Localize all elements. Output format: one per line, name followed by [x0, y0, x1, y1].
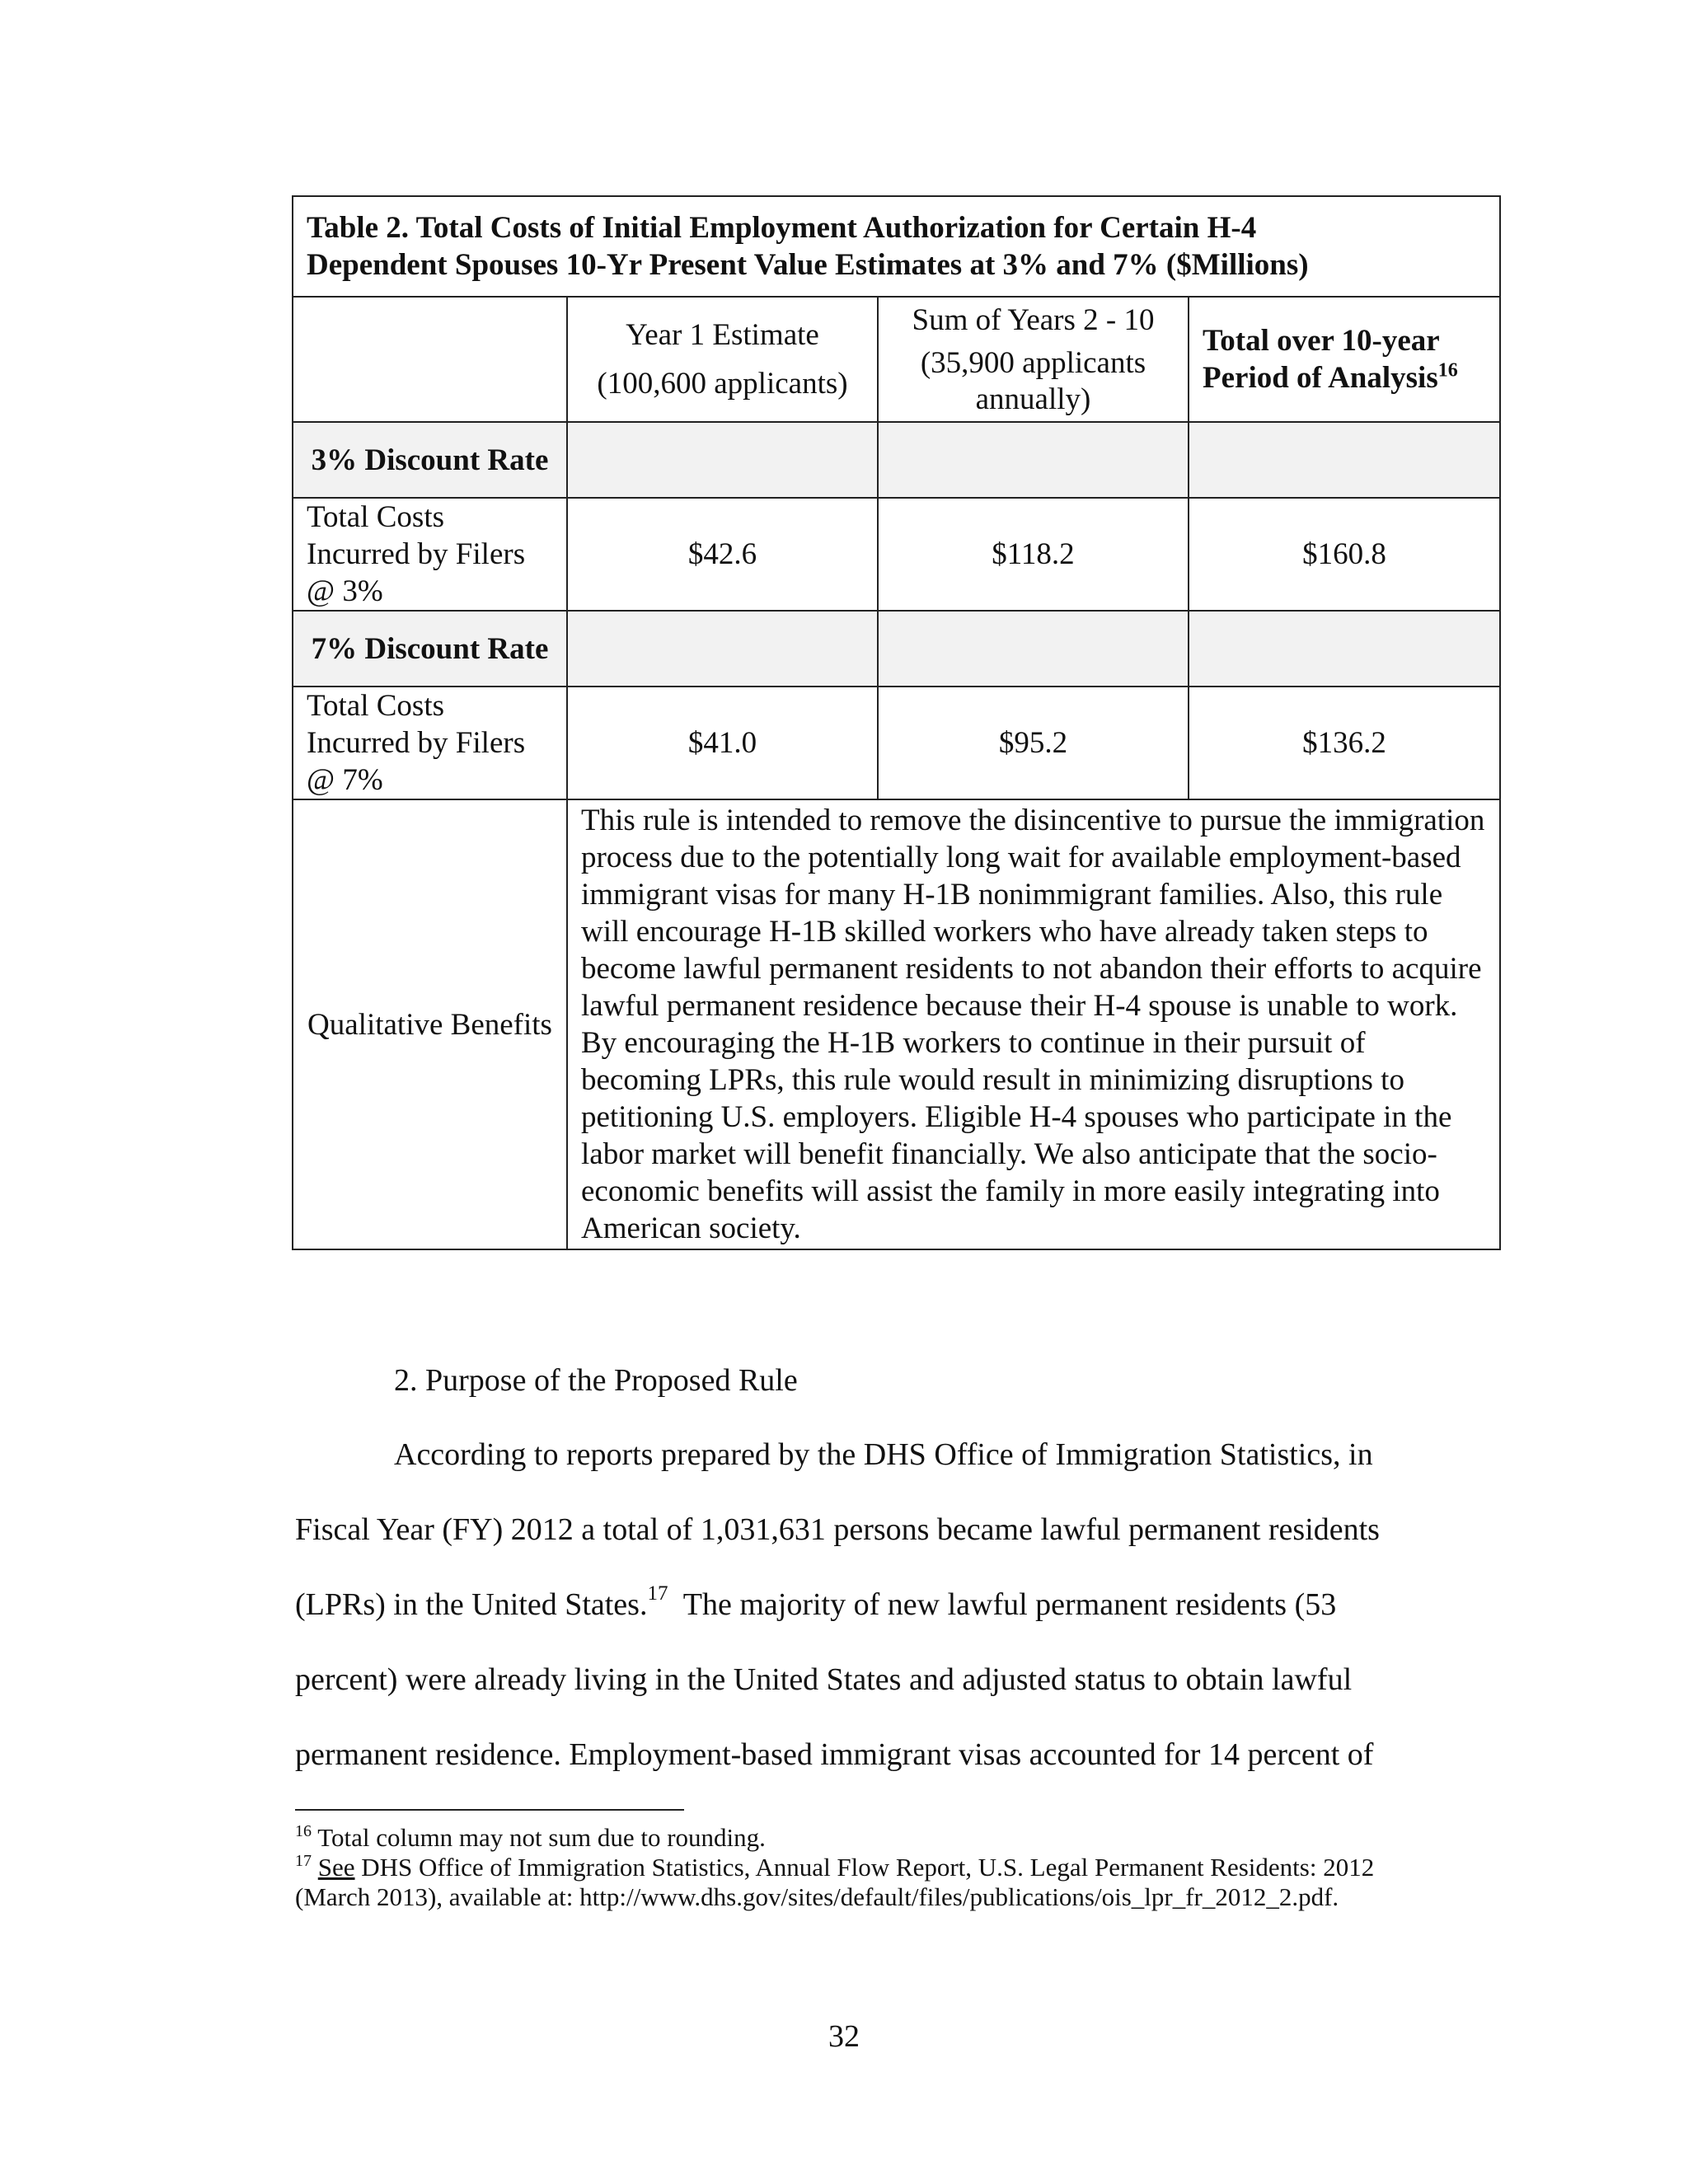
footnote-16 [295, 1823, 1498, 1853]
footnote-ref-17: 17 [647, 1582, 668, 1605]
table-header-row [293, 297, 1500, 422]
qualitative-text: This rule is intended to remove the disincentive to pursue the immigration process due to the potentially long wait for available employment-based immigrant visas for many H-1B nonimmigrant families. Also, this rule will encourage H-1B skilled workers who have already taken steps to become lawful permanent residents to not abandon their efforts to acquire lawful permanent residence because their H-4 spouse is unable to work. By encouraging the H-1B workers to continue in their pursuit of becoming LPRs, this rule would result in minimizing disruptions to petitioning U.S. employers. Eligible H-4 spouses who participate in the labor market will benefit financially. We also anticipate that the socio-economic benefits will assist the family in more easily integrating into American society. [567, 799, 1500, 1249]
header-years-2-10-sub: (35,900 applicants annually) [920, 345, 1146, 416]
header-year1 [567, 297, 878, 422]
header-years-2-10 [878, 297, 1189, 422]
cost-table [292, 195, 1501, 1250]
rate7-empty-2 [878, 611, 1189, 687]
section-heading: 2. Purpose of the Proposed Rule [394, 1363, 798, 1398]
rate7-empty-1 [567, 611, 878, 687]
rate3-empty-2 [878, 422, 1189, 498]
rate3-label: 3% Discount Rate [293, 422, 567, 498]
rate7-empty-3 [1189, 611, 1500, 687]
body-line-5: permanent residence. Employment-based immigrant visas accounted for 14 percent of [295, 1737, 1374, 1772]
rate3-empty-3 [1189, 422, 1500, 498]
footnote-17-text-line1: DHS Office of Immigration Statistics, Annual Flow Report, U.S. Legal Permanent Residents: 2012 [354, 1853, 1375, 1882]
row7-years-2-10-value: $95.2 [878, 687, 1189, 799]
body-paragraph [295, 1418, 1498, 1793]
row3-year1-value: $42.6 [567, 498, 878, 611]
rate3-empty-1 [567, 422, 878, 498]
row7-label: Total Costs Incurred by Filers @ 7% [293, 687, 567, 799]
table-row [293, 498, 1500, 611]
header-years-2-10-title: Sum of Years 2 - 10 [912, 302, 1155, 337]
header-total-title: Total over 10-year Period of Analysis [1203, 324, 1440, 395]
row7-year1-value: $41.0 [567, 687, 878, 799]
footnote-divider [295, 1809, 684, 1811]
footnote-17 [295, 1853, 1498, 1882]
body-line-3-start: (LPRs) in the United States. [295, 1587, 648, 1622]
body-line-4: percent) were already living in the United States and adjusted status to obtain lawful [295, 1662, 1353, 1697]
header-empty-cell [293, 297, 567, 422]
footnote-16-text: Total column may not sum due to rounding. [312, 1823, 766, 1852]
table-caption-line1: Table 2. Total Costs of Initial Employment Authorization for Certain H-4 [307, 211, 1257, 245]
row3-total-value: $160.8 [1189, 498, 1500, 611]
table-row [293, 687, 1500, 799]
rate7-row [293, 611, 1500, 687]
page-number: 32 [828, 2019, 860, 2054]
body-line-3 [295, 1568, 1498, 1643]
header-year1-title: Year 1 Estimate [626, 318, 819, 352]
footnote-ref-16: 16 [1437, 359, 1458, 382]
body-line-3-end: The majority of new lawful permanent residents (53 [668, 1587, 1337, 1622]
table-caption-line2: Dependent Spouses 10-Yr Present Value Estimates at 3% and 7% ($Millions) [307, 248, 1309, 282]
footnote-17-text-line2: (March 2013), available at: http://www.dhs.gov/sites/default/files/publications/ois_lpr_fr_2012_2.pdf. [295, 1882, 1339, 1911]
footnote-16-marker: 16 [295, 1822, 312, 1840]
table-caption-row [293, 196, 1500, 297]
row3-label: Total Costs Incurred by Filers @ 3% [293, 498, 567, 611]
rate7-label: 7% Discount Rate [293, 611, 567, 687]
qualitative-row [293, 799, 1500, 1249]
table-caption [293, 196, 1500, 297]
footnotes [295, 1823, 1498, 1912]
footnote-17-see: See [317, 1853, 355, 1882]
qualitative-label: Qualitative Benefits [293, 799, 567, 1249]
body-line-2: Fiscal Year (FY) 2012 a total of 1,031,631 persons became lawful permanent residents [295, 1512, 1380, 1547]
header-total [1189, 297, 1500, 422]
row7-total-value: $136.2 [1189, 687, 1500, 799]
body-line-1: According to reports prepared by the DHS Office of Immigration Statistics, in [394, 1437, 1373, 1472]
rate3-row [293, 422, 1500, 498]
footnote-17-marker: 17 [295, 1852, 312, 1870]
header-year1-sub: (100,600 applicants) [597, 367, 848, 401]
row3-years-2-10-value: $118.2 [878, 498, 1189, 611]
